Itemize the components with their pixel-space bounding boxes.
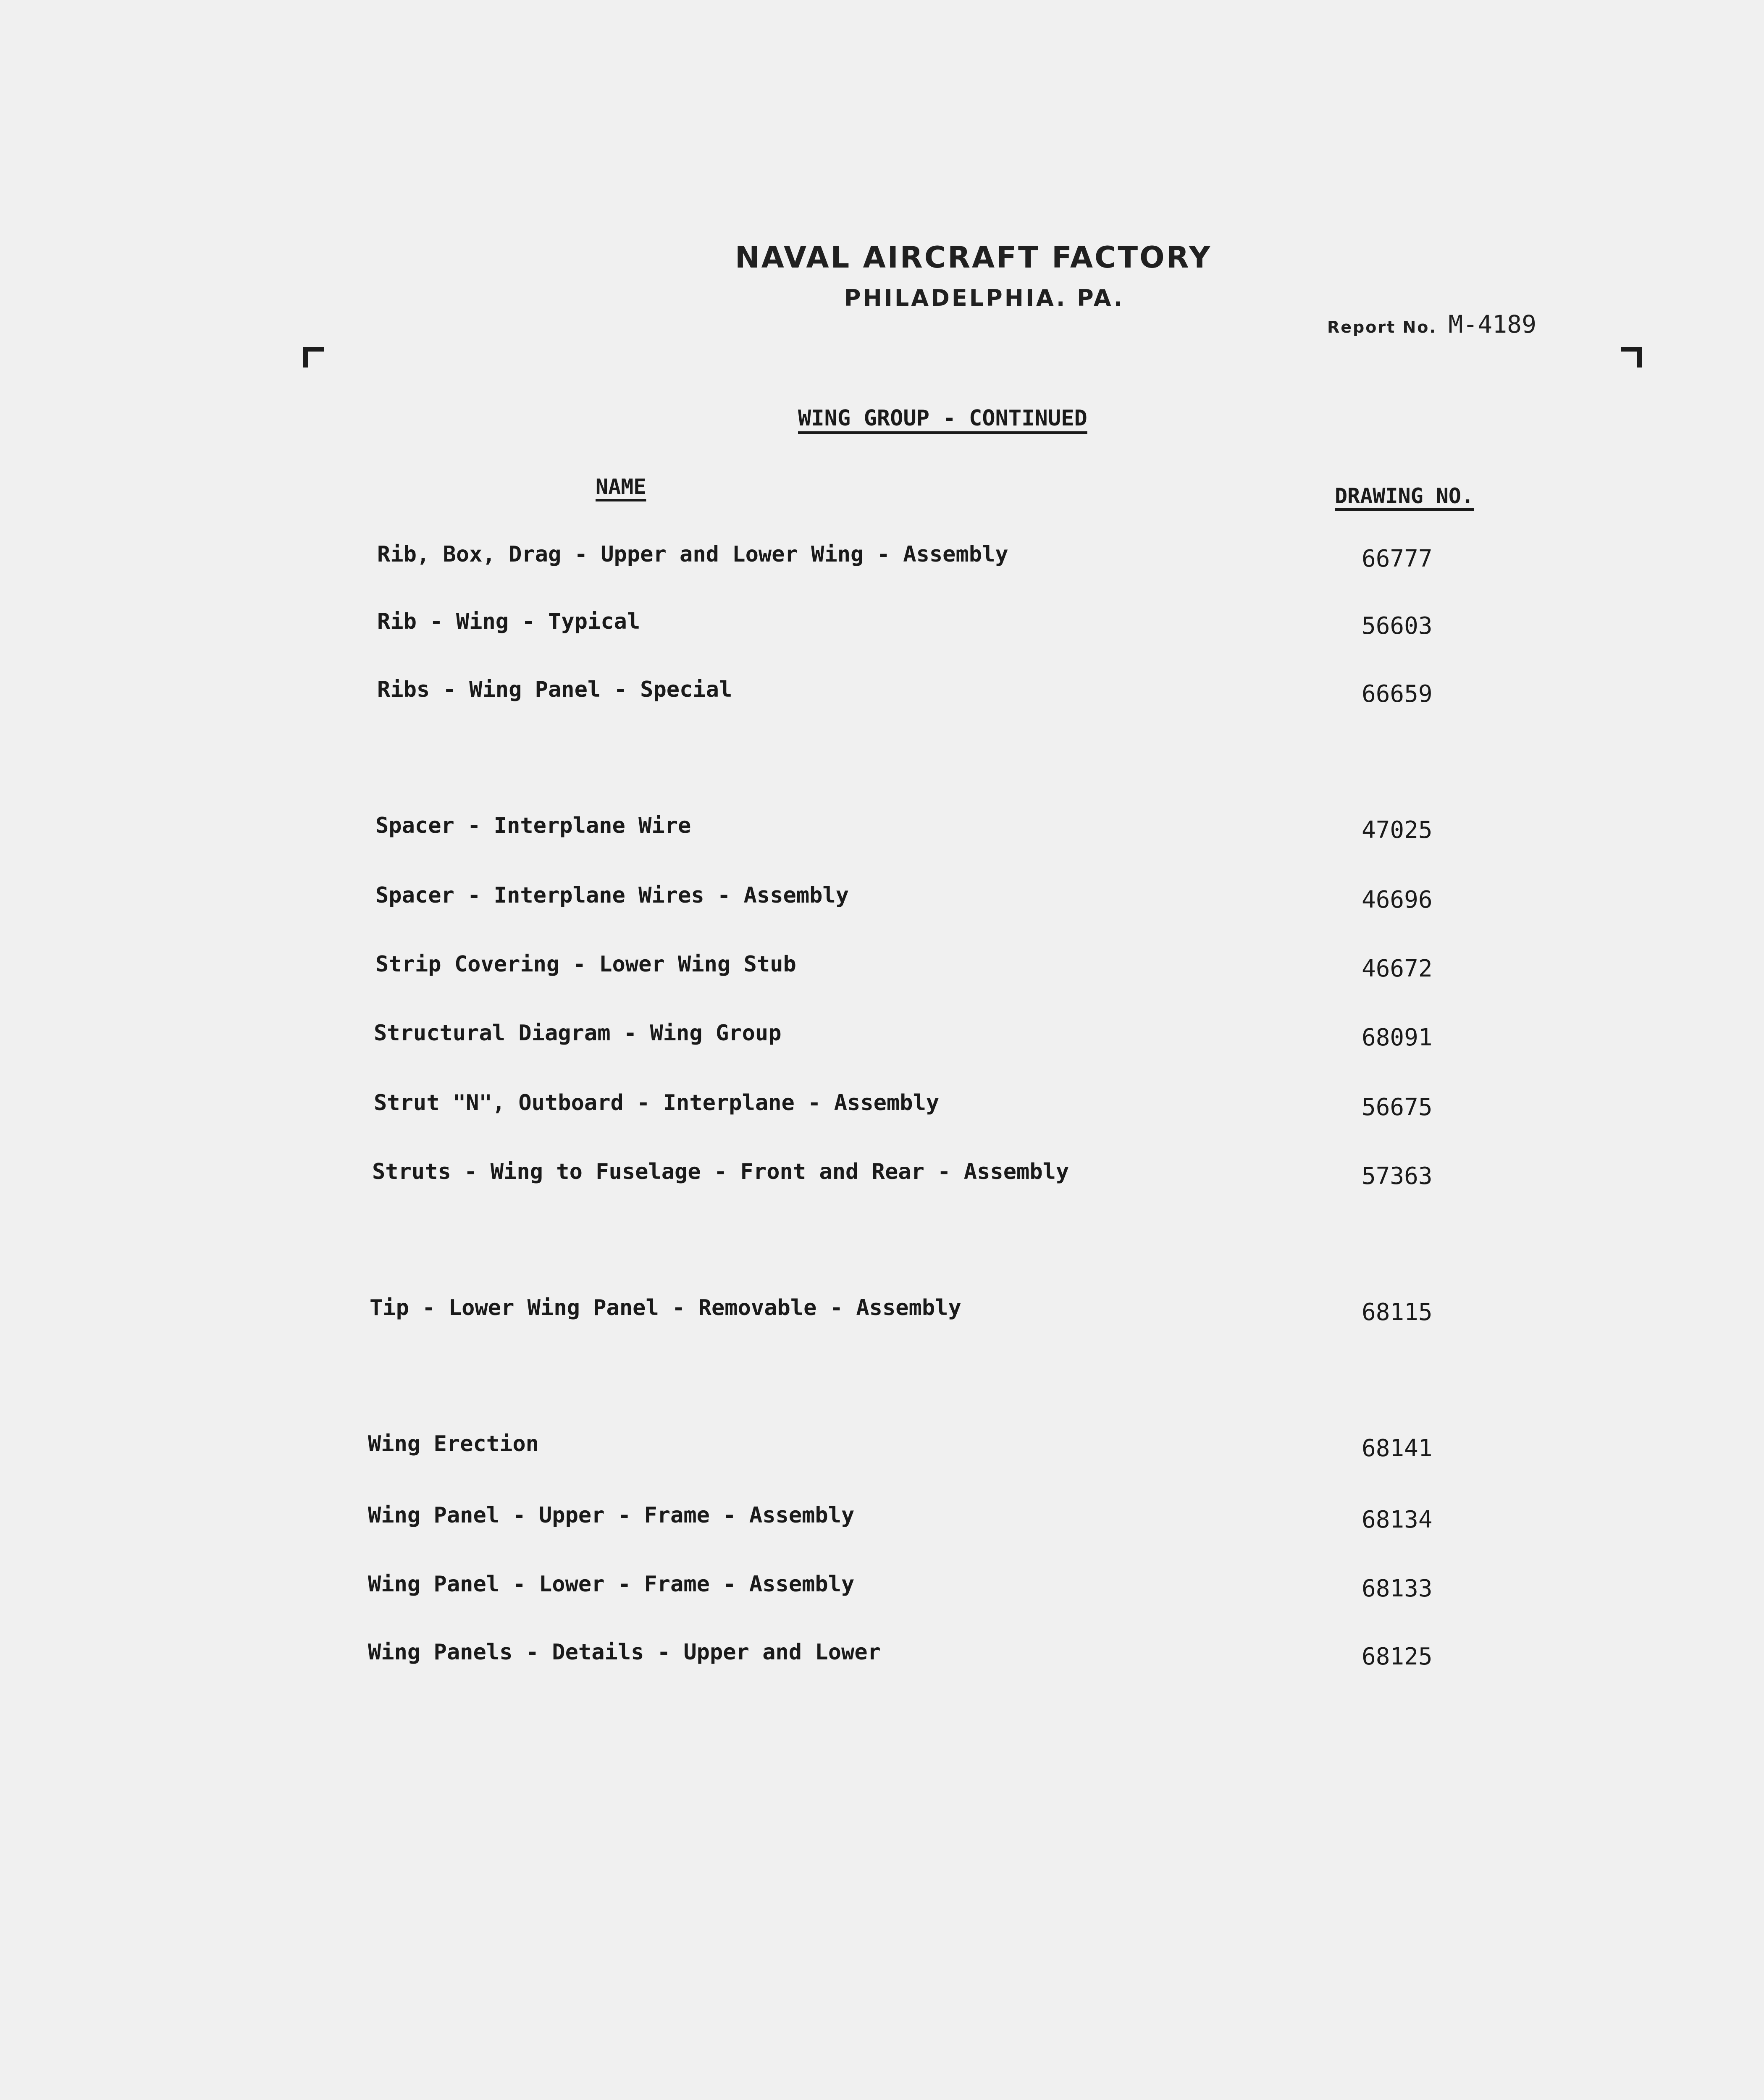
- item-name: Struts - Wing to Fuselage - Front and Rear - Assembly: [372, 1159, 1069, 1184]
- item-name: Strip Covering - Lower Wing Stub: [375, 952, 796, 977]
- item-name: Spacer - Interplane Wire: [375, 813, 691, 838]
- list-item: [0, 609, 1764, 643]
- list-item: [0, 1572, 1764, 1605]
- list-item: [0, 1503, 1764, 1536]
- organization-location: PHILADELPHIA. PA.: [844, 285, 1125, 311]
- item-drawing-no: 68134: [1362, 1506, 1433, 1533]
- item-name: Wing Erection: [368, 1431, 539, 1457]
- item-drawing-no: 68115: [1362, 1299, 1433, 1326]
- section-title: WING GROUP - CONTINUED: [798, 406, 1087, 431]
- item-name: Structural Diagram - Wing Group: [374, 1021, 782, 1046]
- item-drawing-no: 68091: [1362, 1024, 1433, 1051]
- column-header-drawing-no: DRAWING NO.: [1335, 484, 1474, 508]
- item-name: Wing Panel - Upper - Frame - Assembly: [368, 1503, 855, 1528]
- list-item: [0, 677, 1764, 711]
- list-item: [0, 1640, 1764, 1673]
- list-item: [0, 1431, 1764, 1465]
- item-drawing-no: 56603: [1362, 612, 1433, 640]
- item-drawing-no: 57363: [1362, 1163, 1433, 1190]
- item-name: Wing Panel - Lower - Frame - Assembly: [368, 1572, 855, 1597]
- item-name: Rib, Box, Drag - Upper and Lower Wing - Assembly: [377, 542, 1008, 567]
- corner-mark-top-left: [303, 347, 324, 368]
- organization-name: NAVAL AIRCRAFT FACTORY: [735, 240, 1212, 275]
- list-item: [0, 1021, 1764, 1054]
- item-drawing-no: 46672: [1362, 955, 1433, 982]
- item-drawing-no: 68141: [1362, 1435, 1433, 1462]
- item-drawing-no: 56675: [1362, 1094, 1433, 1121]
- list-item: [0, 952, 1764, 985]
- item-name: Rib - Wing - Typical: [377, 609, 640, 634]
- column-header-name: NAME: [596, 475, 646, 499]
- list-item: [0, 542, 1764, 575]
- item-name: Wing Panels - Details - Upper and Lower: [368, 1640, 881, 1665]
- item-drawing-no: 68125: [1362, 1643, 1433, 1670]
- report-number-block: [1327, 310, 1536, 339]
- item-drawing-no: 47025: [1362, 816, 1433, 844]
- corner-mark-top-right: [1621, 347, 1642, 368]
- list-item: [0, 813, 1764, 847]
- item-drawing-no: 46696: [1362, 886, 1433, 914]
- item-drawing-no: 66777: [1362, 545, 1433, 572]
- report-label: Report No.: [1327, 318, 1437, 336]
- item-name: Ribs - Wing Panel - Special: [377, 677, 732, 702]
- item-drawing-no: 68133: [1362, 1575, 1433, 1602]
- list-item: [0, 883, 1764, 916]
- list-item: [0, 1159, 1764, 1193]
- list-item: [0, 1295, 1764, 1329]
- list-item: [0, 1090, 1764, 1124]
- item-name: Strut "N", Outboard - Interplane - Assembly: [374, 1090, 940, 1116]
- item-name: Spacer - Interplane Wires - Assembly: [375, 883, 849, 908]
- item-name: Tip - Lower Wing Panel - Removable - Assembly: [370, 1295, 961, 1320]
- item-drawing-no: 66659: [1362, 680, 1433, 708]
- report-number: M-4189: [1448, 310, 1536, 339]
